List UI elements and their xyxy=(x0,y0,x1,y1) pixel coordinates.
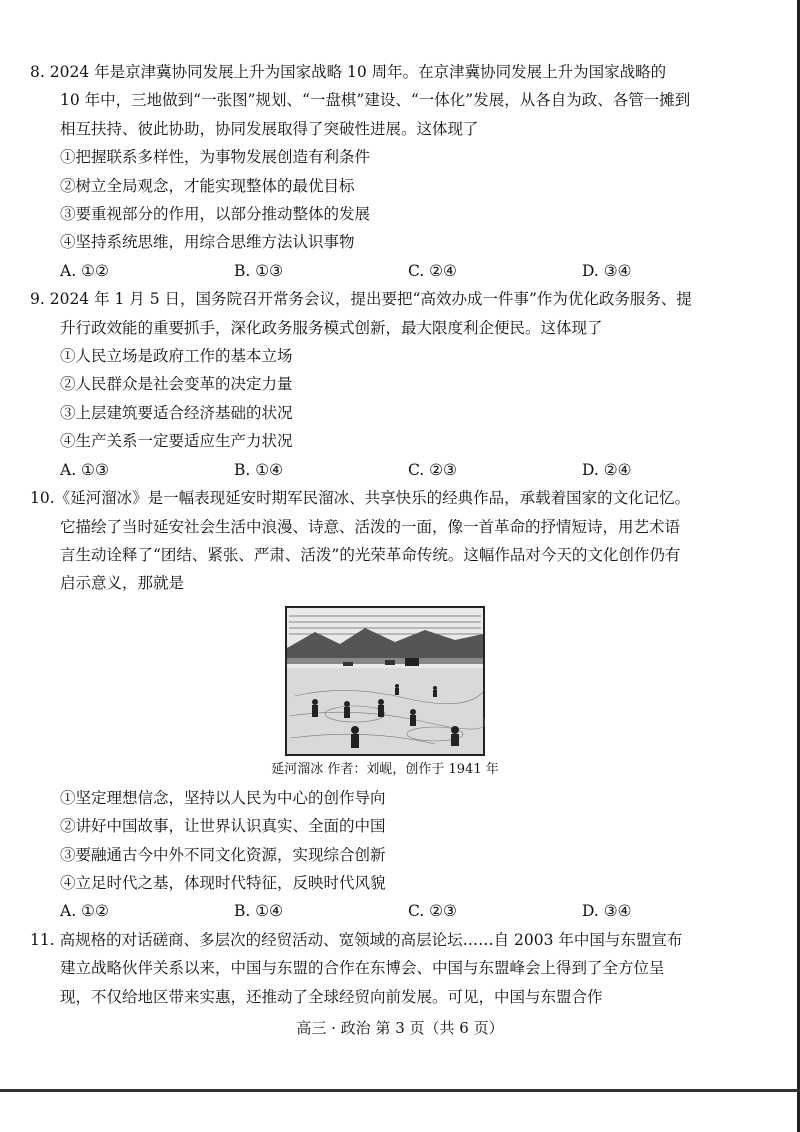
question-10-line-4: 启示意义，那就是 xyxy=(60,574,185,593)
question-9-option-3: ③上层建筑要适合经济基础的状况 xyxy=(60,403,293,422)
question-9-option-2: ②人民群众是社会变革的决定力量 xyxy=(60,375,293,394)
question-11-line-3: 现，不仅给地区带来实惠，还推动了全球经贸向前发展。可见，中国与东盟合作 xyxy=(60,987,603,1006)
question-9-option-1: ①人民立场是政府工作的基本立场 xyxy=(60,347,293,366)
question-8-choice-d: D. ③④ xyxy=(582,261,632,280)
question-10-line-1: 10.《延河溜冰》是一幅表现延安时期军民溜冰、共享快乐的经典作品，承载着国家的文化记忆。 xyxy=(30,489,691,508)
question-11 xyxy=(30,926,770,1011)
artwork-caption: 延河溜冰 作者：刘岘，创作于 1941 年 xyxy=(271,761,499,777)
page-footer: 高三 · 政治 第 3 页（共 6 页） xyxy=(296,1019,504,1037)
question-9-choice-b: B. ①④ xyxy=(234,460,284,479)
question-8-choice-b: B. ①③ xyxy=(234,261,284,280)
question-8-option-3: ③要重视部分的作用，以部分推动整体的发展 xyxy=(60,205,371,224)
skating-artwork-image xyxy=(285,606,485,756)
question-8-choices xyxy=(30,257,770,285)
question-8-option-1: ①把握联系多样性，为事物发展创造有利条件 xyxy=(60,148,371,167)
question-8-option-2: ②树立全局观念，才能实现整体的最优目标 xyxy=(60,176,355,195)
question-10-line-2: 它描绘了当时延安社会生活中浪漫、诗意、活泼的一面，像一首革命的抒情短诗，用艺术语 xyxy=(60,517,681,536)
question-9-choice-c: C. ②③ xyxy=(408,460,457,479)
question-10-choice-d: D. ③④ xyxy=(582,902,632,921)
question-8-choice-a: A. ①② xyxy=(60,261,109,280)
question-8-option-4: ④坚持系统思维，用综合思维方法认识事物 xyxy=(60,233,355,252)
question-11-line-2: 建立战略伙伴关系以来，中国与东盟的合作在东博会、中国与东盟峰会上得到了全方位呈 xyxy=(60,959,665,978)
question-8 xyxy=(30,58,770,285)
question-10-choice-c: C. ②③ xyxy=(408,902,457,921)
question-9-choices xyxy=(30,456,770,484)
question-10-line-3: 言生动诠释了“团结、紧张、严肃、活泼”的光荣革命传统。这幅作品对今天的文化创作仍有 xyxy=(60,545,681,564)
question-9-option-4: ④生产关系一定要适应生产力状况 xyxy=(60,432,293,451)
question-9-choice-d: D. ②④ xyxy=(582,460,632,479)
question-8-line-1: 8. 2024 年是京津冀协同发展上升为国家战略 10 周年。在京津冀协同发展上升为国家战略的 xyxy=(30,63,667,81)
question-8-line-2: 10 年中，三地做到“一张图”规划、“一盘棋”建设、“一体化”发展，从各自为政、各管一摊到 xyxy=(60,91,691,110)
question-10-option-1: ①坚定理想信念，坚持以人民为中心的创作导向 xyxy=(60,788,386,807)
question-11-line-1: 11. 高规格的对话磋商、多层次的经贸活动、宽领域的高层论坛……自 2003 年中国与东盟宣布 xyxy=(30,930,683,949)
question-10-option-3: ③要融通古今中外不同文化资源，实现综合创新 xyxy=(60,845,386,864)
question-10-choices xyxy=(30,897,770,925)
question-10 xyxy=(30,484,770,926)
question-10-choice-a: A. ①② xyxy=(60,902,109,921)
question-9 xyxy=(30,285,770,484)
question-8-line-3: 相互扶持、彼此协助，协同发展取得了突破性进展。这体现了 xyxy=(60,119,479,138)
exam-page xyxy=(30,58,770,1011)
scan-edge-bottom xyxy=(0,1089,800,1092)
question-9-line-1: 9. 2024 年 1 月 5 日，国务院召开常务会议，提出要把“高效办成一件事”作为优化政务服务、提 xyxy=(30,290,692,309)
question-8-choice-c: C. ②④ xyxy=(408,261,457,280)
question-10-option-4: ④立足时代之基，体现时代特征，反映时代风貌 xyxy=(60,873,386,892)
question-9-line-2: 升行政效能的重要抓手，深化政务服务模式创新，最大限度利企便民。这体现了 xyxy=(60,318,603,337)
question-10-option-2: ②讲好中国故事，让世界认识真实、全面的中国 xyxy=(60,817,386,836)
question-9-choice-a: A. ①③ xyxy=(60,460,109,479)
question-10-choice-b: B. ①④ xyxy=(234,902,284,921)
